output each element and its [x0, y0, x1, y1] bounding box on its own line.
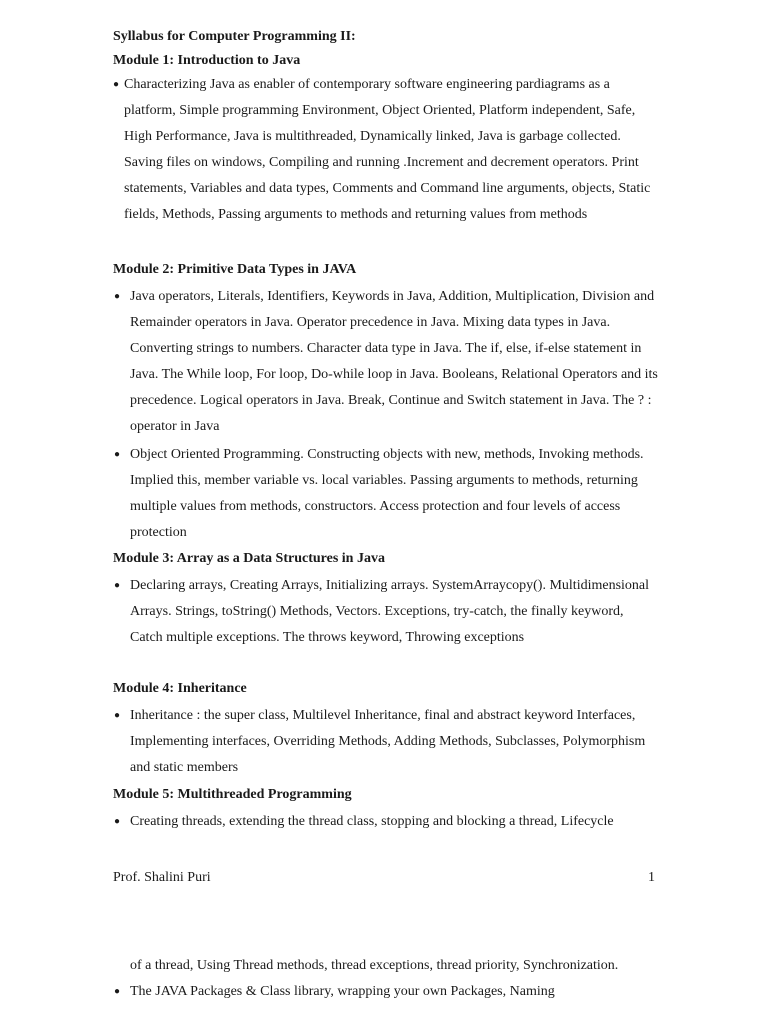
bullet-icon: ● [114, 449, 121, 460]
module-5-item-1-text: Creating threads, extending the thread class, stopping and blocking a thread, Lifecycle [130, 814, 614, 829]
bullet-icon: ● [114, 986, 121, 997]
module-1-item-1 [113, 72, 658, 228]
bullet-icon: ● [114, 291, 121, 302]
module-1-section [113, 51, 658, 228]
module-5-section [113, 785, 658, 835]
module-5-heading: Module 5: Multithreaded Programming [113, 787, 352, 802]
next-list-item [113, 979, 658, 1005]
module-2-heading: Module 2: Primitive Data Types in JAVA [113, 262, 357, 277]
module-2-section [113, 260, 658, 546]
module-3-item-1 [113, 573, 658, 651]
module-4-item-1 [113, 703, 658, 781]
module-4-heading: Module 4: Inheritance [113, 681, 247, 696]
module-4-item-1-text: Inheritance : the super class, Multilevel Inheritance, final and abstract keyword Interfaces, Implementing interfaces, Overriding Methods, Adding Methods, Subclasses, Polymorphism and static members [130, 708, 646, 775]
document-title: Syllabus for Computer Programming II: [113, 29, 356, 44]
module-5-item-1 [113, 809, 658, 835]
bullet-icon: ● [114, 580, 121, 591]
page-2-content [113, 953, 658, 1005]
module-3-section [113, 549, 658, 651]
module-3-item-1-text: Declaring arrays, Creating Arrays, Initializing arrays. SystemArraycopy(). Multidimensional Arrays. Strings, toString() Methods, Vectors. Exceptions, try-catch, the finally keyword, Catch multiple exceptions. The throws keyword, Throwing exceptions [130, 578, 650, 645]
module-2-item-1 [113, 284, 658, 440]
module-2-item-1-text: Java operators, Literals, Identifiers, Keywords in Java, Addition, Multiplication, Division and Remainder operators in Java. Operator precedence in Java. Mixing data types in Java. Converting strings to numbers. Character data type in Java. The if, else, if-else statement in Java. The While loop, For loop, Do-while loop in Java. Booleans, Relational Operators and its precedence. Logical operators in Java. Break, Continue and Switch statement in Java. The ? : operator in Java [130, 289, 658, 434]
module-1-heading: Module 1: Introduction to Java [113, 53, 301, 68]
module-1-item-1-text: Characterizing Java as enabler of contemporary software engineering pardiagrams as a platform, Simple programming Environment, Object Oriented, Platform independent, Safe, High Performance, Java is multithreaded, Dynamically linked, Java is garbage collected. Saving files on windows, Compiling and running .Increment and decrement operators. Print statements, Variables and data types, Comments and Command line arguments, objects, Static fields, Methods, Passing arguments to methods and returning values from methods [124, 77, 651, 222]
module-2-item-2 [113, 442, 658, 546]
footer-author: Prof. Shalini Puri [113, 870, 211, 885]
bullet-icon: ● [113, 79, 120, 90]
module-2-item-2-text: Object Oriented Programming. Constructing objects with new, methods, Invoking methods. Implied this, member variable vs. local variables. Passing arguments to methods, returning multiple values from methods, constructors. Access protection and four levels of access protection [130, 447, 644, 540]
next-list-item-text: The JAVA Packages & Class library, wrapping your own Packages, Naming [130, 984, 555, 999]
module-3-heading: Module 3: Array as a Data Structures in Java [113, 551, 385, 566]
continued-text: of a thread, Using Thread methods, thread exceptions, thread priority, Synchronization. [130, 958, 619, 973]
bullet-icon: ● [114, 710, 121, 721]
page-number: 1 [648, 870, 655, 885]
module-4-section [113, 679, 658, 781]
bullet-icon: ● [114, 816, 121, 827]
